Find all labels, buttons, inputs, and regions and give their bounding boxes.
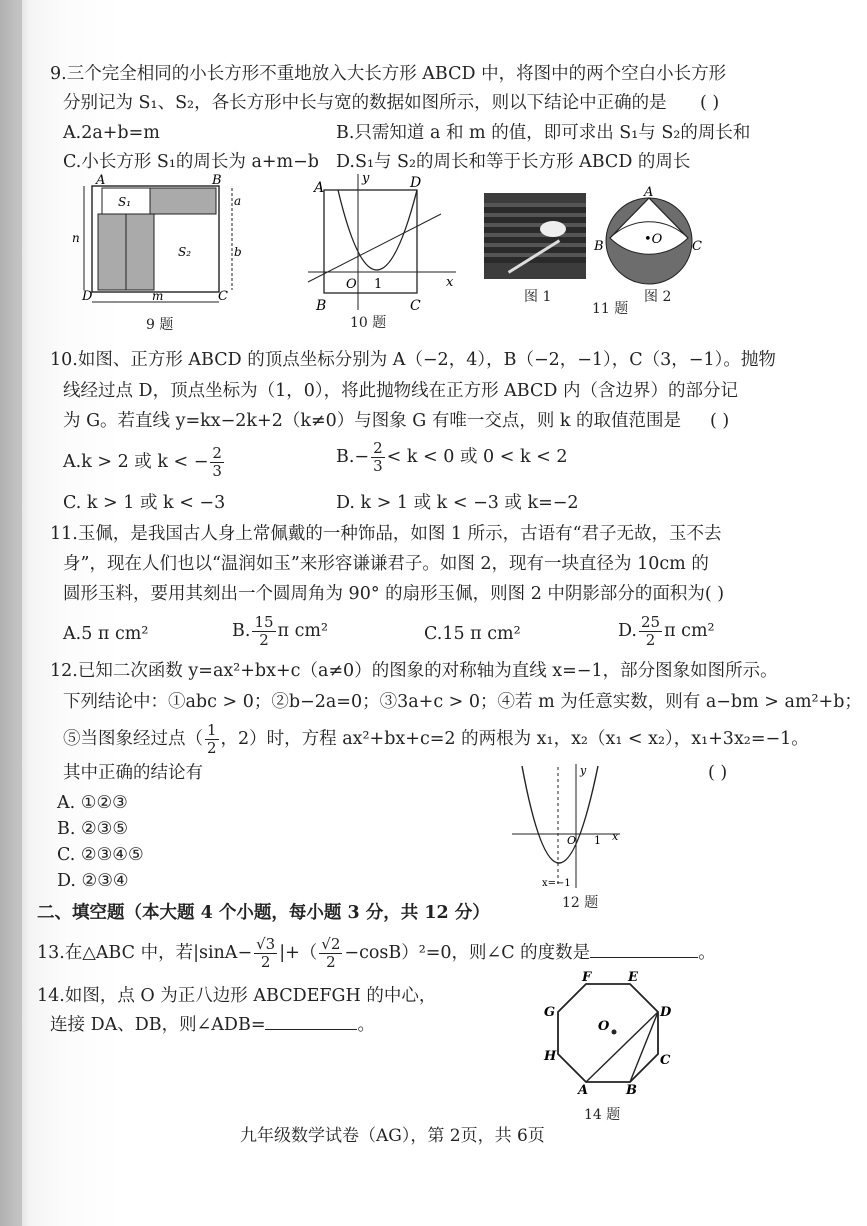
q12-option-d: D. ②③④: [57, 871, 129, 891]
q9-label-d-point: D: [82, 289, 93, 304]
q10-label-one: 1: [374, 277, 383, 292]
q12-option-b: B. ②③⑤: [57, 819, 129, 839]
q14-label-d: D: [660, 1005, 672, 1020]
q9-stem-line2: 分别记为 S₁、S₂，各长方形中长与宽的数据如图所示，则以下结论中正确的是: [63, 93, 667, 113]
q10-label-c: C: [410, 298, 421, 314]
q11-fig1-caption: 图 1: [524, 289, 552, 305]
q12-line3: ⑤当图象经过点（ $\frac{1}{2}$ ，2）时，方程 ax²+bx+c=2 的两根为 x₁，x₂（x₁ < x₂），x₁+3x₂=−1。: [63, 721, 809, 757]
q10-option-c: C. k > 1 或 k < −3: [63, 493, 226, 513]
q9-paren: ( ): [700, 93, 720, 113]
q9-option-c: C.小长方形 S₁的周长为 a+m−b: [63, 152, 320, 172]
q12-label-axis: x=−1: [542, 878, 571, 889]
q10-label-x: x: [446, 275, 454, 290]
q14-caption: 14 题: [584, 1107, 621, 1123]
q10-label-a: A: [314, 180, 325, 196]
q11-label-b: B: [594, 239, 604, 254]
q11-photo-image: [484, 193, 586, 279]
q11-option-b: B. $\frac{15}{2}$ π cm²: [232, 613, 329, 649]
q12-label-one: 1: [594, 834, 601, 847]
q11-option-d: D. $\frac{25}{2}$ π cm²: [618, 613, 715, 649]
q12-caption: 12 题: [562, 895, 599, 911]
q14-label-g: G: [544, 1005, 556, 1020]
q14-label-o: O: [598, 1019, 610, 1034]
q9-caption: 9 题: [146, 317, 174, 333]
q10-option-a: A.k > 2 或 k < − $\frac{2}{3}$: [63, 444, 222, 480]
q11-line2: 身”，现在人们也以“温润如玉”来形容谦谦君子。如图 2，现有一块直径为 10cm 的: [63, 554, 709, 574]
q10-line1: 10.如图、正方形 ABCD 的顶点坐标分别为 A（−2，4），B（−2，−1），C（3，−1）。抛物: [50, 350, 776, 370]
q14-label-h: H: [544, 1049, 557, 1064]
q11-figure-2: [592, 186, 704, 291]
q11-caption: 11 题: [592, 301, 629, 317]
q9-figure: [72, 172, 252, 312]
q11-label-o: •O: [644, 232, 663, 247]
q12-option-a: A. ①②③: [57, 793, 128, 813]
q9-label-s1: S₁: [118, 195, 132, 209]
q14-line2: 连接 DA、DB，则∠ADB= 。: [50, 1015, 375, 1035]
q9-label-a: a: [234, 194, 242, 208]
q11-line1: 11.玉佩，是我国古人身上常佩戴的一种饰品，如图 1 所示，古语有“君子无故，玉不去: [50, 524, 722, 544]
q12-line1: 12.已知二次函数 y=ax²+bx+c（a≠0）的图象的对称轴为直线 x=−1，部分图象如图所示。: [50, 661, 778, 681]
q14-answer-blank[interactable]: [265, 1013, 357, 1030]
q10-label-y: y: [362, 171, 370, 186]
q14-label-a: A: [578, 1083, 589, 1098]
q10-line2: 线经过点 D，顶点坐标为（1，0），将此抛物线在正方形 ABCD 内（含边界）的部分记: [63, 381, 738, 401]
q9-label-m: m: [152, 289, 164, 303]
q12-line4: 其中正确的结论有: [63, 763, 203, 783]
q9-stem-line1: 9.三个完全相同的小长方形不重地放入大长方形 ABCD 中，将图中的两个空白小长方形: [50, 64, 727, 84]
q9-label-c-point: C: [218, 289, 228, 304]
q9-option-b: B.只需知道 a 和 m 的值，即可求出 S₁与 S₂的周长和: [336, 123, 751, 143]
q11-option-a: A.5 π cm²: [63, 624, 149, 644]
q12-paren: ( ): [708, 763, 728, 783]
q10-paren: ( ): [710, 411, 730, 431]
q10-label-origin: O: [346, 277, 357, 292]
q11-label-a: A: [644, 186, 654, 200]
q14-label-f: F: [582, 970, 592, 985]
q10-caption: 10 题: [350, 315, 387, 331]
q10-figure: [306, 170, 476, 315]
q9-option-d: D.S₁与 S₂的周长和等于长方形 ABCD 的周长: [336, 152, 691, 172]
q11-line3: 圆形玉料，要用其刻出一个圆周角为 90° 的扇形玉佩，则图 2 中阴影部分的面积为( ): [63, 584, 725, 604]
q11-fig2-caption: 图 2: [644, 289, 672, 305]
section-2-heading: 二、填空题（本大题 4 个小题，每小题 3 分，共 12 分）: [37, 903, 490, 923]
q14-line1: 14.如图，点 O 为正八边形 ABCDEFGH 的中心，: [37, 986, 437, 1006]
q14-label-e: E: [628, 970, 638, 985]
q14-figure: [540, 968, 680, 1100]
q11-label-c: C: [692, 239, 702, 254]
q12-line2: 下列结论中：①abc > 0；②b−2a=0；③3a+c > 0；④若 m 为任意实数，则有 a−bm > am²+b；: [63, 692, 862, 712]
q12-label-y: y: [580, 764, 587, 777]
q9-label-b-point: B: [212, 173, 222, 188]
q9-label-b: b: [234, 245, 242, 259]
q9-label-a-point: A: [96, 173, 106, 188]
q9-option-a: A.2a+b=m: [63, 123, 160, 143]
q9-label-s2: S₂: [178, 245, 192, 259]
q10-option-d: D. k > 1 或 k < −3 或 k=−2: [336, 493, 579, 513]
q12-label-origin: O: [567, 834, 577, 847]
q9-label-n: n: [72, 231, 80, 245]
q10-option-b: B.− $\frac{2}{3}$ < k < 0 或 0 < k < 2: [336, 439, 568, 475]
q10-line3: 为 G。若直线 y=kx−2k+2（k≠0）与图象 G 有唯一交点，则 k 的取值范围是: [63, 411, 682, 431]
q13-text: 13.在△ABC 中，若|sinA− $\frac{√3}{2}$ |+（ $\frac{√2}{2}$ −cosB）²=0，则∠C 的度数是 。: [37, 935, 716, 971]
q14-label-c: C: [660, 1053, 671, 1068]
q12-label-x: x: [612, 830, 619, 843]
page-footer: 九年级数学试卷（AG），第 2页，共 6页: [240, 1126, 545, 1146]
scan-shadow: [0, 0, 22, 1226]
q12-figure: [508, 760, 626, 890]
q10-label-d: D: [410, 175, 422, 191]
q10-label-b: B: [316, 298, 327, 314]
q14-label-b: B: [626, 1083, 637, 1098]
q12-option-c: C. ②③④⑤: [57, 845, 144, 865]
q11-option-c: C.15 π cm²: [424, 624, 521, 644]
q13-answer-blank[interactable]: [590, 941, 698, 958]
